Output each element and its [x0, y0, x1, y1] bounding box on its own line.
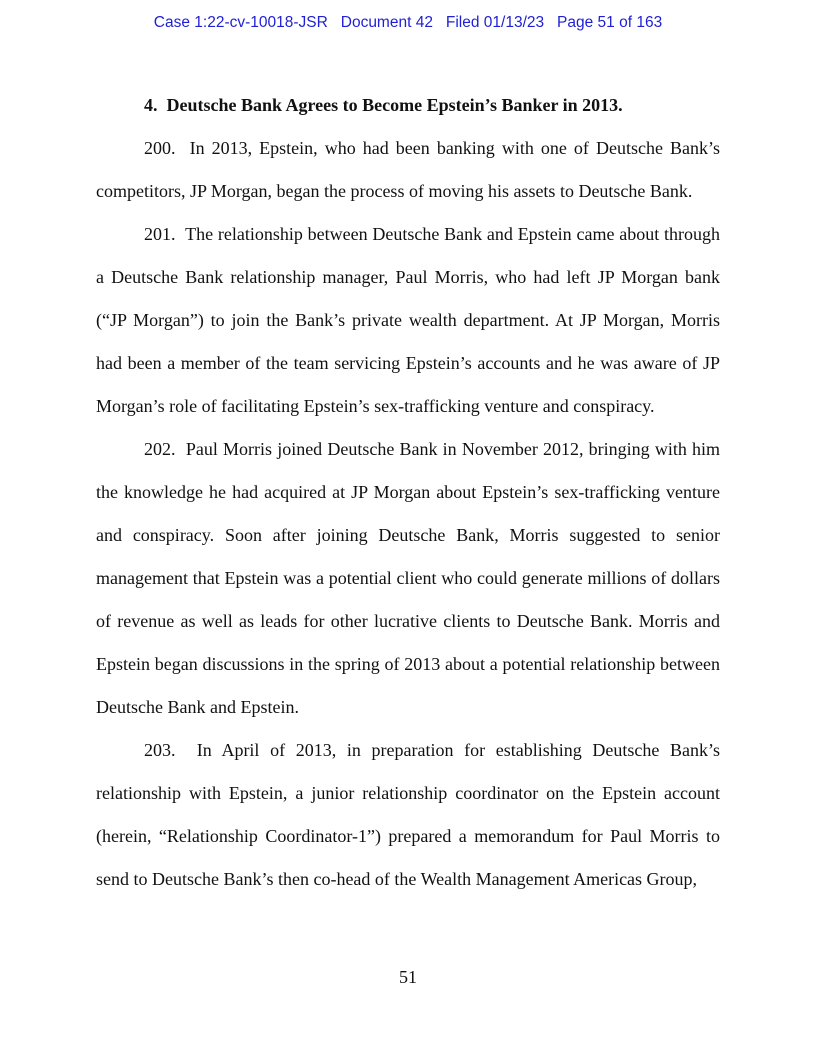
- section-number: 4.: [144, 95, 158, 115]
- paragraph-text: In April of 2013, in preparation for establishing Deutsche Bank’s relationship with Epstein, a junior relationship coordinator on the Epstein account (herein, “Relationship Coordinator-1”) prepared a memorandum for Paul Morris to send to Deutsche Bank’s then co-head of the Wealth Management Americas Group,: [96, 740, 721, 889]
- document-body: [96, 84, 720, 901]
- paragraph-number: 200.: [144, 138, 176, 158]
- paragraph-202: [96, 428, 720, 729]
- document-number: Document 42: [340, 14, 433, 31]
- page-indicator: Page 51 of 163: [557, 14, 663, 31]
- paragraph-text: The relationship between Deutsche Bank and Epstein came about through a Deutsche Bank relationship manager, Paul Morris, who had left JP Morgan bank (“JP Morgan”) to join the Bank’s private wealth department. At JP Morgan, Morris had been a member of the team servicing Epstein’s accounts and he was aware of JP Morgan’s role of facilitating Epstein’s sex-trafficking venture and conspiracy.: [96, 224, 720, 416]
- paragraph-number: 201.: [144, 224, 176, 244]
- filed-date: Filed 01/13/23: [445, 14, 545, 31]
- paragraph-number: 202.: [144, 439, 176, 459]
- paragraph-200: [96, 127, 720, 213]
- paragraph-text: In 2013, Epstein, who had been banking with one of Deutsche Bank’s competitors, JP Morgan, began the process of moving his assets to Deutsche Bank.: [96, 138, 720, 201]
- page-number: 51: [399, 967, 417, 987]
- section-title: Deutsche Bank Agrees to Become Epstein’s Banker in 2013.: [166, 95, 623, 115]
- section-heading: [96, 84, 720, 127]
- paragraph-201: [96, 213, 720, 428]
- paragraph-text: Paul Morris joined Deutsche Bank in November 2012, bringing with him the knowledge he had acquired at JP Morgan about Epstein’s sex-trafficking venture and conspiracy. Soon after joining Deutsche Bank, Morris suggested to senior management that Epstein was a potential client who could generate millions of dollars of revenue as well as leads for other lucrative clients to Deutsche Bank. Morris and Epstein began discussions in the spring of 2013 about a potential relationship between Deutsche Bank and Epstein.: [96, 439, 720, 717]
- paragraph-203: [96, 729, 720, 901]
- case-number: Case 1:22-cv-10018-JSR: [153, 14, 328, 31]
- paragraph-number: 203.: [144, 740, 176, 760]
- case-header: [0, 14, 816, 32]
